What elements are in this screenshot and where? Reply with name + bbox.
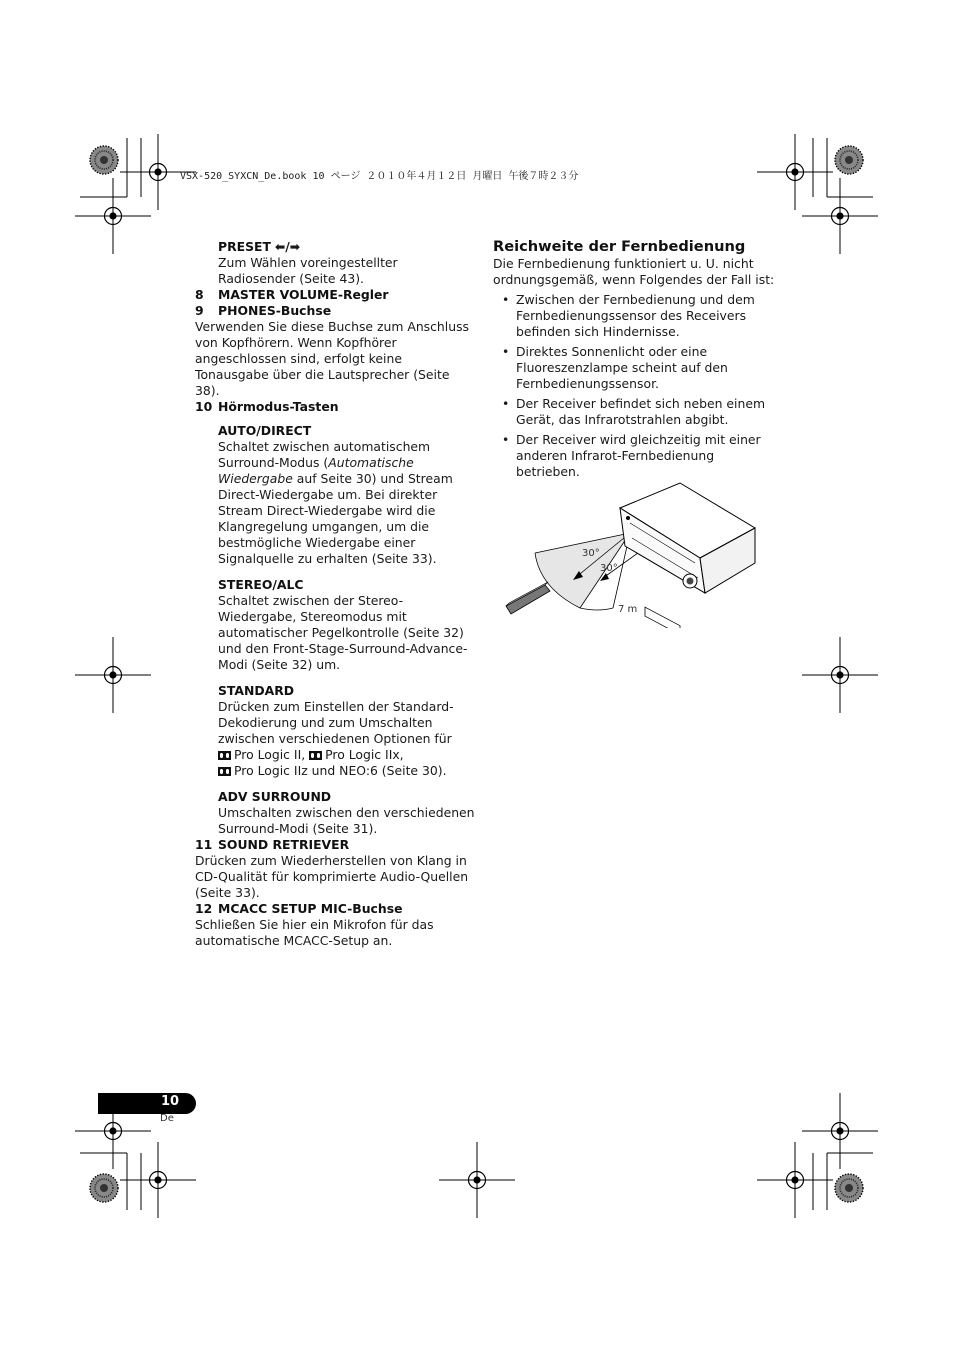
adv-surround-desc: Umschalten zwischen den verschiedenen Surround-Modi (Seite 31). [218,805,475,836]
standard-entry [195,683,475,779]
preset-arrows-icon: ⬅/➡ [274,239,301,254]
preset-title: PRESET [218,239,271,254]
item-12-heading: 12 MCACC SETUP MIC-Buchse [195,901,403,916]
dolby-logo-icon [218,767,231,776]
item-8-heading: 8 MASTER VOLUME-Regler [195,287,389,302]
list-item: • Zwischen der Fernbedienung und dem Fernbedienungssensor des Receivers befinden sich Hindernisse. [493,292,778,340]
page-language: De [160,1113,174,1124]
section-intro: Die Fernbedienung funktioniert u. U. nicht ordnungsgemäß, wenn Folgendes der Fall ist: [493,256,775,287]
list-item: • Der Receiver wird gleichzeitig mit einer anderen Infrarot-Fernbedienung betrieben. [493,432,778,480]
pro-logic-line-1: Pro Logic II, Pro Logic IIx, [218,747,475,763]
auto-direct-title: AUTO/DIRECT [218,423,312,438]
dolby-logo-icon [218,751,231,760]
angle-label-upper: 30° [582,548,600,559]
item-9-heading: 9 PHONES-Buchse [195,303,332,318]
item-12-desc: Schließen Sie hier ein Mikrofon für das automatische MCACC-Setup an. [195,917,434,948]
auto-direct-entry [195,423,475,567]
page-number: 10 [160,1094,180,1109]
item-10-heading: 10 Hörmodus-Tasten [195,399,339,414]
left-column [195,239,475,949]
adv-surround-entry [195,789,475,837]
pro-logic-line-2: Pro Logic IIz und NEO:6 (Seite 30). [218,763,475,779]
item-9-desc: Verwenden Sie diese Buchse zum Anschluss von Kopfhörern. Wenn Kopfhörer angeschlossen sind, erfolgt keine Tonausgabe über die Lautsprecher (Seite 38). [195,319,469,398]
auto-direct-desc: Schaltet zwischen automatischem Surround-Modus (Automatische Wiedergabe auf Seite 30) und Stream Direct-Wiedergabe um. Bei direkter Stream Direct-Wiedergabe wird die Klangregelung umgangen, um die bestmögliche Wiedergabe einer Signalquelle zu erhalten (Seite 33). [218,439,453,566]
preset-entry [195,239,475,287]
standard-title: STANDARD [218,683,295,698]
angle-label-lower: 30° [600,563,618,574]
list-item: • Der Receiver befindet sich neben einem Gerät, das Infrarotstrahlen abgibt. [493,396,778,428]
receiver-illustration [620,483,755,628]
adv-surround-title: ADV SURROUND [218,789,332,804]
right-column [493,238,778,480]
stereo-alc-entry [195,577,475,673]
standard-desc: Drücken zum Einstellen der Standard-Dekodierung und zum Umschalten zwischen verschiedenen Optionen für [218,699,454,746]
preset-desc: Zum Wählen voreingestellter Radiosender (Seite 43). [218,255,398,286]
item-11-heading: 11 SOUND RETRIEVER [195,837,350,852]
remote-control-illustration [506,582,550,614]
stereo-alc-title: STEREO/ALC [218,577,304,592]
dolby-logo-icon [309,751,322,760]
condition-list [493,292,778,480]
distance-label: 7 m [618,604,638,615]
section-heading: Reichweite der Fernbedienung [493,238,746,255]
list-item: • Direktes Sonnenlicht oder eine Fluoreszenzlampe scheint auf den Fernbedienungssensor. [493,344,778,392]
item-11-desc: Drücken zum Wiederherstellen von Klang in CD-Qualität für komprimierte Audio-Quellen (Seite 33). [195,853,469,900]
stereo-alc-desc: Schaltet zwischen der Stereo-Wiedergabe, Stereomodus mit automatischer Pegelkontrolle (Seite 32) und den Front-Stage-Surround-Advance-Modi (Seite 32) um. [218,593,468,672]
print-header-line: VSX-520_SYXCN_De.book 10 ページ ２０１０年４月１２日 月曜日 午後７時２３分 [180,171,579,182]
remote-range-diagram [500,478,770,628]
